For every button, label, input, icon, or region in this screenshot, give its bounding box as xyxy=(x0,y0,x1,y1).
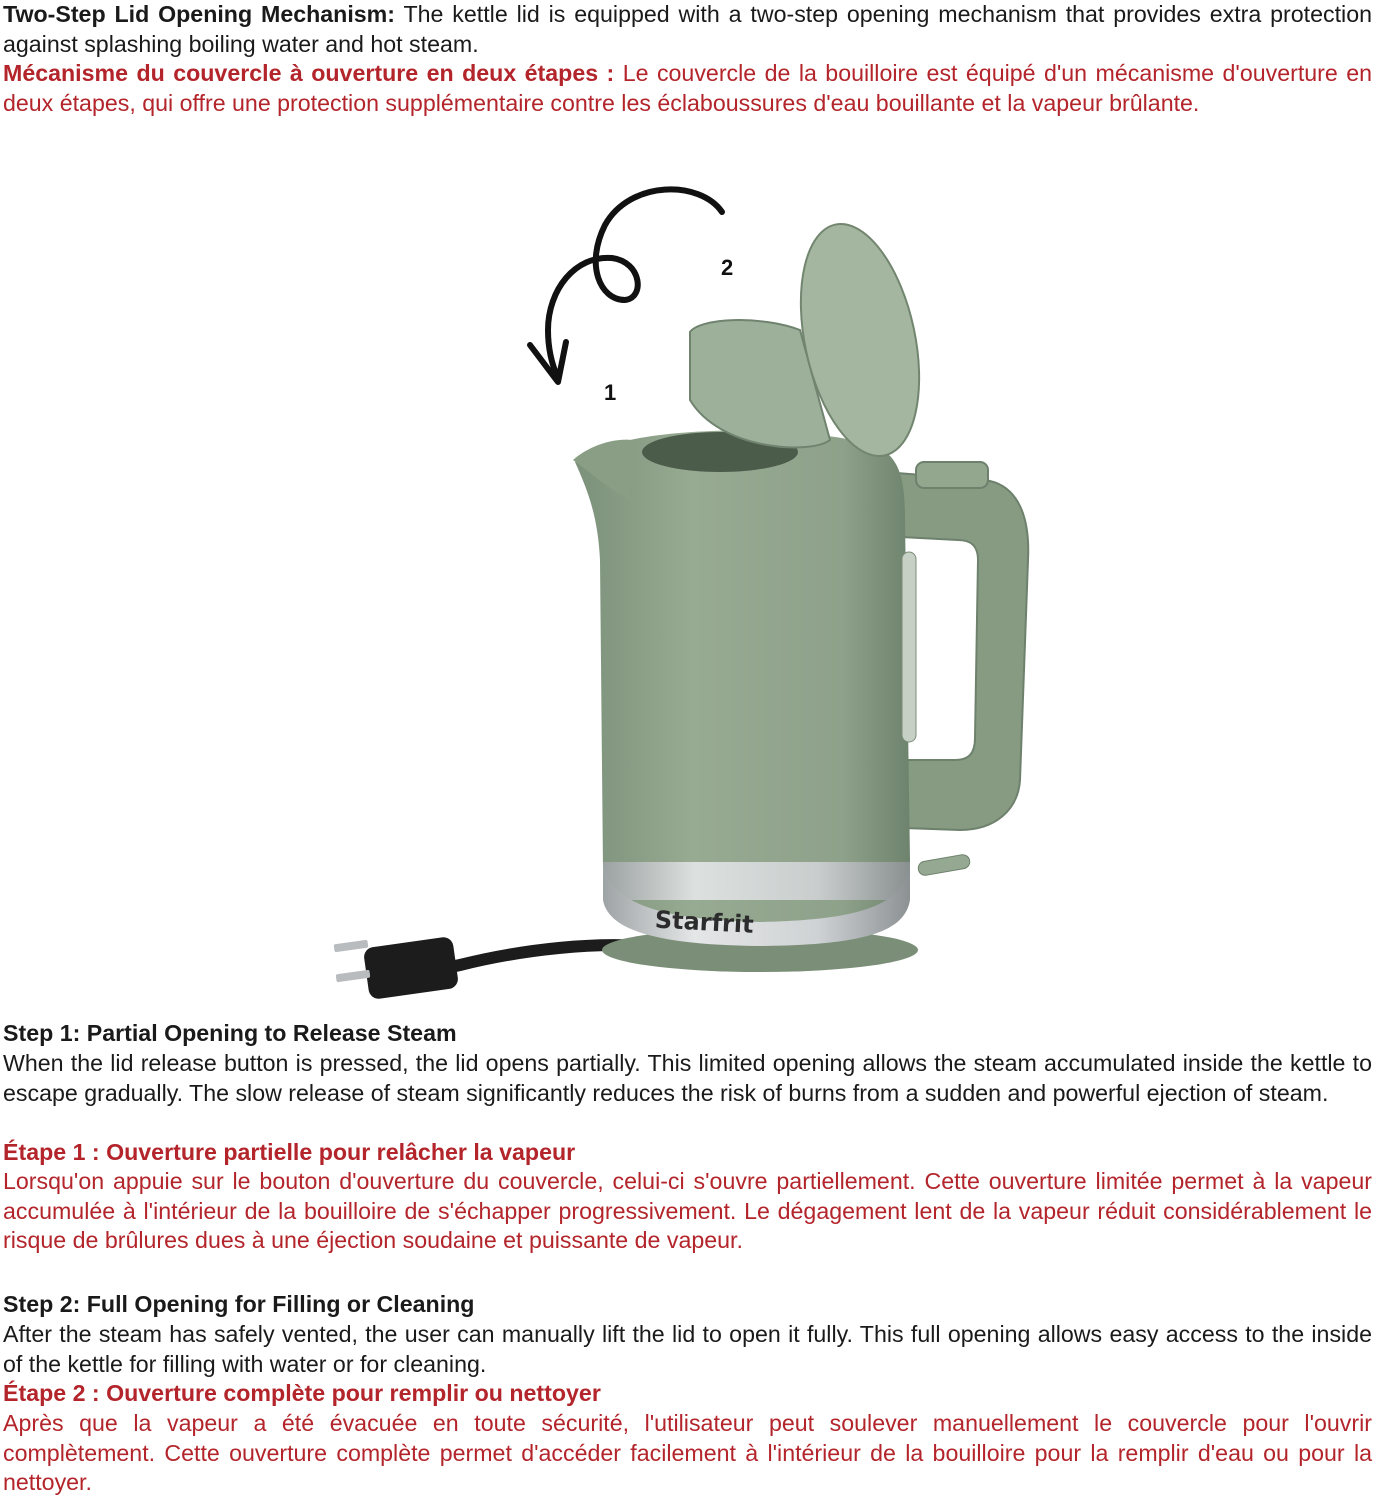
step1-en-title: Step 1: Partial Opening to Release Steam xyxy=(3,1020,457,1046)
kettle-illustration xyxy=(0,160,1376,1020)
kettle-lid xyxy=(690,213,938,467)
intro-en-paragraph xyxy=(3,0,1372,59)
water-level-window xyxy=(902,552,916,742)
kettle-body xyxy=(575,431,910,928)
power-switch xyxy=(917,854,971,877)
step2-en-title: Step 2: Full Opening for Filling or Cleaning xyxy=(3,1291,475,1317)
step2-fr-text: Après que la vapeur a été évacuée en toute sécurité, l'utilisateur peut soulever manuellement le couvercle pour l'ouvrir complètement. Cette ouverture complète permet d'accéder facilement à l'intérieur de la bouilloire pour la remplir d'eau ou pour la nettoyer. xyxy=(3,1410,1372,1496)
intro-fr-title: Mécanisme du couvercle à ouverture en deux étapes : xyxy=(3,60,615,86)
step1-fr-title: Étape 1 : Ouverture partielle pour relâcher la vapeur xyxy=(3,1139,576,1165)
figure-label-2: 2 xyxy=(721,255,734,280)
step1-fr-text: Lorsqu'on appuie sur le bouton d'ouverture du couvercle, celui-ci s'ouvre partiellement. Cette ouverture limitée permet à la vapeur accumulée à l'intérieur de la bouilloire de s'échapper progressivement. Le dégagement lent de la vapeur réduit considérablement le risque de brûlures dues à une éjection soudaine et puissante de vapeur. xyxy=(3,1168,1372,1254)
brand-logo: Starfrit xyxy=(654,905,755,939)
step2-en-text: After the steam has safely vented, the user can manually lift the lid to open it fully. This full opening allows easy access to the inside of the kettle for filling with water or for cleaning. xyxy=(3,1321,1372,1377)
step2-fr-title: Étape 2 : Ouverture complète pour remplir ou nettoyer xyxy=(3,1380,601,1406)
figure-label-1: 1 xyxy=(604,380,617,405)
intro-fr-text: Le couvercle de la bouilloire est équipé d'un mécanisme d'ouverture en deux étapes, qui offre une protection supplémentaire contre les éclaboussures d'eau bouillante et la vapeur brûlante. xyxy=(3,60,1372,116)
lid-release-button xyxy=(916,462,988,488)
intro-fr-paragraph xyxy=(3,59,1372,118)
step1-en-text: When the lid release button is pressed, the lid opens partially. This limited opening allows the steam accumulated inside the kettle to escape gradually. The slow release of steam significantly reduces the risk of burns from a sudden and powerful ejection of steam. xyxy=(3,1050,1372,1106)
intro-en-text: The kettle lid is equipped with a two-step opening mechanism that provides extra protection against splashing boiling water and hot steam. xyxy=(3,1,1372,57)
intro-en-title: Two-Step Lid Opening Mechanism: xyxy=(3,1,396,27)
plug-icon xyxy=(334,936,460,1000)
